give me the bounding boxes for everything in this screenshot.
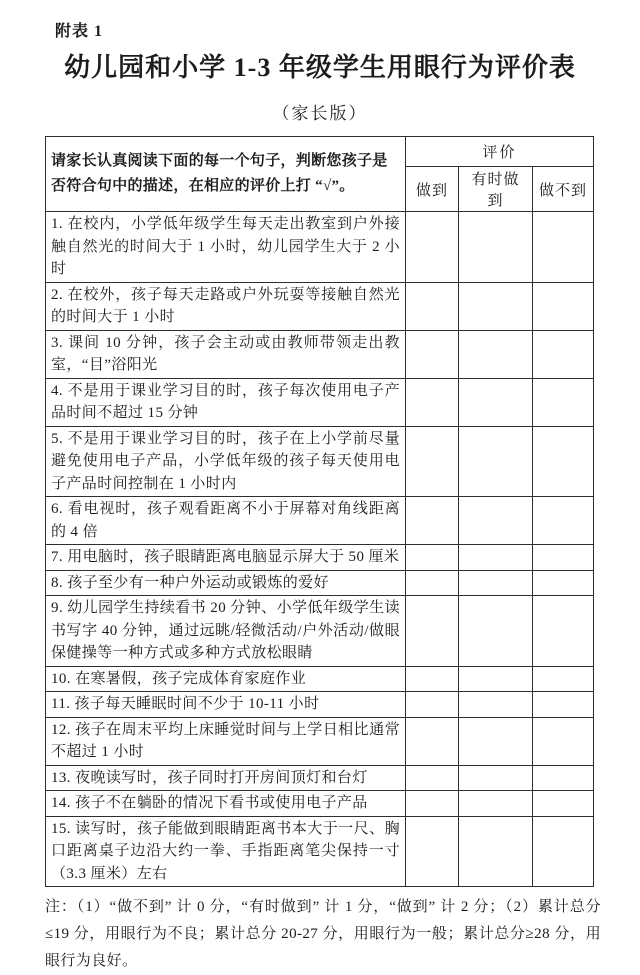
instructions-text: 请家长认真阅读下面的每一个句子，判断您孩子是否符合句中的描述，在相应的评价上打 “√”。 [46,137,406,212]
answer-cell-done[interactable] [406,212,459,283]
answer-cell-not-done[interactable] [533,596,594,667]
answer-cell-sometimes[interactable] [459,545,533,571]
statement-cell: 12. 孩子在周末平均上床睡觉时间与上学日相比通常不超过 1 小时 [46,717,406,765]
answer-cell-not-done[interactable] [533,212,594,283]
table-body [46,212,594,887]
answer-cell-sometimes[interactable] [459,717,533,765]
statement-cell: 5. 不是用于课业学习目的时，孩子在上小学前尽量避免使用电子产品，小学低年级的孩子每天使用电子产品时间控制在 1 小时内 [46,426,406,497]
table-row [46,596,594,667]
column-header-sometimes: 有时做到 [459,167,533,212]
table-row [46,545,594,571]
table-row [46,497,594,545]
answer-cell-sometimes[interactable] [459,816,533,887]
answer-cell-done[interactable] [406,666,459,692]
table-row [46,570,594,596]
statement-cell: 15. 读写时，孩子能做到眼睛距离书本大于一尺、胸口距离桌子边沿大约一拳、手指距离笔尖保持一寸（3.3 厘米）左右 [46,816,406,887]
statement-cell: 1. 在校内，小学低年级学生每天走出教室到户外接触自然光的时间大于 1 小时，幼儿园学生大于 2 小时 [46,212,406,283]
answer-cell-not-done[interactable] [533,497,594,545]
answer-cell-done[interactable] [406,570,459,596]
answer-cell-sometimes[interactable] [459,692,533,718]
answer-cell-not-done[interactable] [533,692,594,718]
table-row [46,212,594,283]
table-row [46,765,594,791]
table-header [46,137,594,212]
statement-cell: 2. 在校外，孩子每天走路或户外玩耍等接触自然光的时间大于 1 小时 [46,282,406,330]
answer-cell-done[interactable] [406,545,459,571]
answer-cell-done[interactable] [406,378,459,426]
answer-cell-not-done[interactable] [533,791,594,817]
answer-cell-done[interactable] [406,717,459,765]
column-header-done: 做到 [406,167,459,212]
answer-cell-done[interactable] [406,497,459,545]
table-row [46,791,594,817]
statement-cell: 7. 用电脑时，孩子眼睛距离电脑显示屏大于 50 厘米 [46,545,406,571]
answer-cell-sometimes[interactable] [459,666,533,692]
answer-cell-not-done[interactable] [533,570,594,596]
answer-cell-sometimes[interactable] [459,378,533,426]
statement-cell: 10. 在寒暑假，孩子完成体育家庭作业 [46,666,406,692]
statement-cell: 13. 夜晚读写时，孩子同时打开房间顶灯和台灯 [46,765,406,791]
statement-cell: 11. 孩子每天睡眠时间不少于 10-11 小时 [46,692,406,718]
statement-cell: 8. 孩子至少有一种户外运动或锻炼的爱好 [46,570,406,596]
table-row [46,282,594,330]
answer-cell-not-done[interactable] [533,666,594,692]
answer-cell-sometimes[interactable] [459,596,533,667]
statement-cell: 4. 不是用于课业学习目的时，孩子每次使用电子产品时间不超过 15 分钟 [46,378,406,426]
page-subtitle: （家长版） [272,104,368,123]
answer-cell-done[interactable] [406,816,459,887]
answer-cell-done[interactable] [406,426,459,497]
answer-cell-sometimes[interactable] [459,765,533,791]
table-row [46,426,594,497]
answer-cell-sometimes[interactable] [459,212,533,283]
table-row [46,816,594,887]
statement-cell: 9. 幼儿园学生持续看书 20 分钟、小学低年级学生读书写字 40 分钟，通过远眺/轻微活动/户外活动/做眼保健操等一种方式或多种方式放松眼睛 [46,596,406,667]
answer-cell-not-done[interactable] [533,426,594,497]
answer-cell-sometimes[interactable] [459,330,533,378]
answer-cell-done[interactable] [406,791,459,817]
table-row [46,330,594,378]
answer-cell-done[interactable] [406,330,459,378]
answer-cell-sometimes[interactable] [459,791,533,817]
answer-cell-not-done[interactable] [533,545,594,571]
page-title: 幼儿园和小学 1-3 年级学生用眼行为评价表 [64,53,576,82]
answer-cell-done[interactable] [406,596,459,667]
answer-cell-sometimes[interactable] [459,497,533,545]
table-row [46,717,594,765]
answer-cell-sometimes[interactable] [459,570,533,596]
column-header-not-done: 做不到 [533,167,594,212]
answer-cell-not-done[interactable] [533,282,594,330]
statement-cell: 3. 课间 10 分钟，孩子会主动或由教师带领走出教室，“目”浴阳光 [46,330,406,378]
answer-cell-done[interactable] [406,765,459,791]
table-row [46,692,594,718]
annex-label: 附表 1 [55,23,104,40]
answer-cell-not-done[interactable] [533,717,594,765]
answer-cell-not-done[interactable] [533,378,594,426]
answer-cell-not-done[interactable] [533,765,594,791]
answer-cell-not-done[interactable] [533,330,594,378]
table-row [46,666,594,692]
evaluation-header: 评价 [406,137,594,167]
answer-cell-done[interactable] [406,282,459,330]
statement-cell: 14. 孩子不在躺卧的情况下看书或使用电子产品 [46,791,406,817]
answer-cell-not-done[interactable] [533,816,594,887]
answer-cell-sometimes[interactable] [459,426,533,497]
answer-cell-done[interactable] [406,692,459,718]
table-row [46,378,594,426]
evaluation-table [45,136,594,887]
statement-cell: 6. 看电视时，孩子观看距离不小于屏幕对角线距离的 4 倍 [46,497,406,545]
scoring-note: 注：（1）“做不到” 计 0 分，“有时做到” 计 1 分，“做到” 计 2 分；（2）累计总分≤19 分，用眼行为不良；累计总分 20-27 分，用眼行为一般；累计总分≥28 分，用眼行为良好。 [45,899,601,969]
answer-cell-sometimes[interactable] [459,282,533,330]
